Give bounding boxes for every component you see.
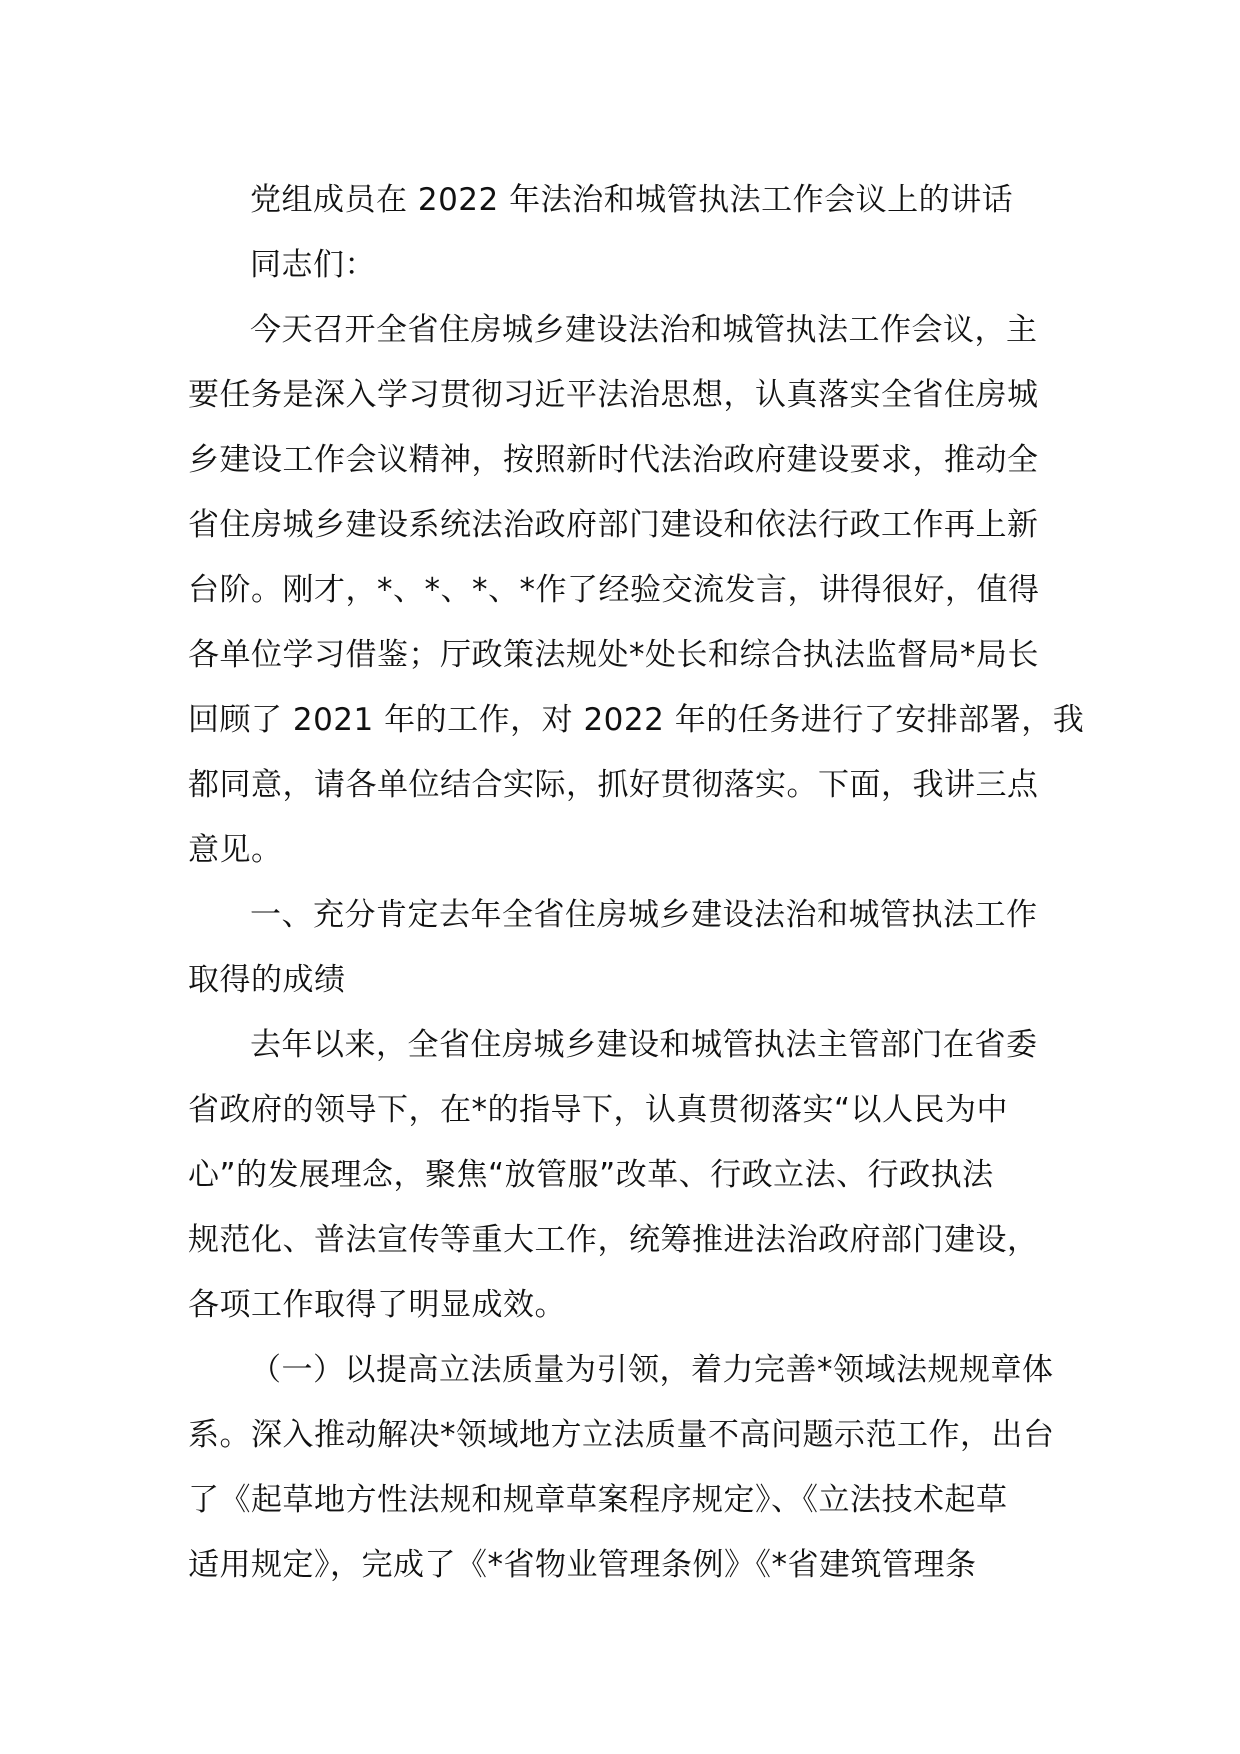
paragraph-line: 都同意，请各单位结合实际，抓好贯彻落实。下面，我讲三点 [188,767,1039,803]
document-title: 党组成员在 2022 年法治和城管执法工作会议上的讲话 [250,182,1014,218]
document-body [188,168,1085,1598]
salutation: 同志们： [250,247,376,283]
paragraph-line: 去年以来，全省住房城乡建设和城管执法主管部门在省委 [250,1027,1038,1063]
paragraph-line: 心”的发展理念，聚焦“放管服”改革、行政立法、行政执法 [188,1157,994,1193]
paragraph-line: 意见。 [188,832,283,868]
paragraph-line: 各单位学习借鉴；厅政策法规处*处长和综合执法监督局*局长 [188,637,1039,673]
section-heading: 一、充分肯定去年全省住房城乡建设法治和城管执法工作 [250,897,1038,933]
paragraph-line: 台阶。刚才，*、*、*、*作了经验交流发言，讲得很好，值得 [188,572,1040,608]
paragraph-line: 要任务是深入学习贯彻习近平法治思想，认真落实全省住房城 [188,377,1039,413]
paragraph-line: 规范化、普法宣传等重大工作，统筹推进法治政府部门建设， [188,1222,1039,1258]
paragraph-line: 省政府的领导下，在*的指导下，认真贯彻落实“以人民为中 [188,1092,1009,1128]
paragraph-line: 适用规定》，完成了《*省物业管理条例》《*省建筑管理条 [188,1547,977,1583]
subsection-line: （一）以提高立法质量为引领，着力完善*领域法规规章体 [250,1352,1054,1388]
paragraph-line: 各项工作取得了明显成效。 [188,1287,566,1323]
section-heading-continued: 取得的成绩 [188,962,346,998]
paragraph-line: 回顾了 2021 年的工作，对 2022 年的任务进行了安排部署，我 [188,702,1085,738]
paragraph-line: 省住房城乡建设系统法治政府部门建设和依法行政工作再上新 [188,507,1039,543]
paragraph-line: 乡建设工作会议精神，按照新时代法治政府建设要求，推动全 [188,442,1039,478]
paragraph-line: 系。深入推动解决*领域地方立法质量不高问题示范工作，出台 [188,1417,1055,1453]
paragraph-line: 了《起草地方性法规和规章草案程序规定》、《立法技术起草 [188,1482,1008,1518]
paragraph-line: 今天召开全省住房城乡建设法治和城管执法工作会议，主 [250,312,1038,348]
